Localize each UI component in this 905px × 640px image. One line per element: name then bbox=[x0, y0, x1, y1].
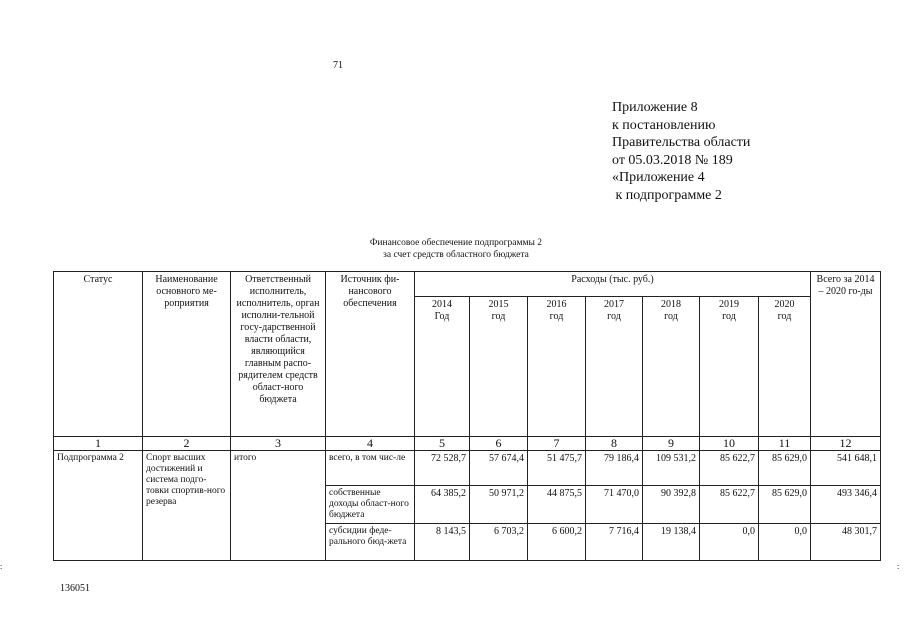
value-cell: 90 392,8 bbox=[643, 486, 700, 524]
table-title bbox=[300, 237, 612, 261]
value-cell: 44 875,5 bbox=[528, 486, 586, 524]
table-row bbox=[54, 451, 881, 486]
column-number: 10 bbox=[700, 437, 759, 451]
appendix-note bbox=[612, 99, 750, 204]
header-total: Всего за 2014 – 2020 го-ды bbox=[811, 272, 881, 437]
header-measure: Наименование основного ме-роприятия bbox=[143, 272, 231, 437]
header-year: 2014 Год bbox=[415, 297, 470, 437]
value-cell: 109 531,2 bbox=[643, 451, 700, 486]
column-number: 5 bbox=[415, 437, 470, 451]
value-cell: 6 600,2 bbox=[528, 524, 586, 561]
appendix-line: к подпрограмме 2 bbox=[612, 187, 722, 203]
value-cell: 85 622,7 bbox=[700, 486, 759, 524]
header-year: 2019 год bbox=[700, 297, 759, 437]
financing-table bbox=[53, 271, 881, 561]
value-cell: 71 470,0 bbox=[586, 486, 643, 524]
total-cell: 541 648,1 bbox=[811, 451, 881, 486]
value-cell: 51 475,7 bbox=[528, 451, 586, 486]
appendix-line: Приложение 8 bbox=[612, 100, 698, 115]
column-number: 3 bbox=[231, 437, 326, 451]
column-number: 1 bbox=[54, 437, 143, 451]
measure-cell: Спорт высших достижений и система подго-товки спортив-ного резерва bbox=[143, 451, 231, 561]
executor-cell: итого bbox=[231, 451, 326, 561]
table-title-line: Финансовое обеспечение подпрограммы 2 bbox=[369, 238, 543, 248]
header-year: 2016 год bbox=[528, 297, 586, 437]
scan-edge-mark: : bbox=[897, 562, 900, 571]
value-cell: 85 629,0 bbox=[759, 451, 811, 486]
value-cell: 85 629,0 bbox=[759, 486, 811, 524]
header-year: 2018 год bbox=[643, 297, 700, 437]
total-cell: 493 346,4 bbox=[811, 486, 881, 524]
value-cell: 7 716,4 bbox=[586, 524, 643, 561]
source-cell: собственные доходы област-ного бюджета bbox=[326, 486, 415, 524]
value-cell: 57 674,4 bbox=[470, 451, 528, 486]
table-title-line: за счет средств областного бюджета bbox=[383, 250, 529, 260]
column-number: 2 bbox=[143, 437, 231, 451]
source-cell: субсидии феде-рального бюд-жета bbox=[326, 524, 415, 561]
header-source: Источник фи-нансового обеспечения bbox=[326, 272, 415, 437]
column-number: 12 bbox=[811, 437, 881, 451]
value-cell: 0,0 bbox=[700, 524, 759, 561]
document-code: 136051 bbox=[60, 583, 90, 594]
header-status: Статус bbox=[54, 272, 143, 437]
source-cell: всего, в том чис-ле bbox=[326, 451, 415, 486]
column-number: 4 bbox=[326, 437, 415, 451]
column-numbers-row bbox=[54, 437, 881, 451]
header-row bbox=[54, 272, 881, 297]
column-number: 9 bbox=[643, 437, 700, 451]
value-cell: 19 138,4 bbox=[643, 524, 700, 561]
header-executor: Ответственный исполнитель, исполнитель, орган исполни-тельной госу-дарственной власти области, являющийся главным распо-рядителем средств област-ного бюджета bbox=[231, 272, 326, 437]
appendix-line: Правительства области bbox=[612, 135, 751, 150]
header-year: 2020 год bbox=[759, 297, 811, 437]
value-cell: 64 385,2 bbox=[415, 486, 470, 524]
total-cell: 48 301,7 bbox=[811, 524, 881, 561]
column-number: 8 bbox=[586, 437, 643, 451]
value-cell: 8 143,5 bbox=[415, 524, 470, 561]
page-number: 71 bbox=[333, 60, 343, 71]
value-cell: 50 971,2 bbox=[470, 486, 528, 524]
column-number: 6 bbox=[470, 437, 528, 451]
status-cell: Подпрограмма 2 bbox=[54, 451, 143, 561]
value-cell: 0,0 bbox=[759, 524, 811, 561]
scan-edge-mark: : bbox=[0, 562, 3, 571]
column-number: 7 bbox=[528, 437, 586, 451]
value-cell: 6 703,2 bbox=[470, 524, 528, 561]
header-expenses: Расходы (тыс. руб.) bbox=[415, 272, 811, 297]
value-cell: 85 622,7 bbox=[700, 451, 759, 486]
value-cell: 72 528,7 bbox=[415, 451, 470, 486]
column-number: 11 bbox=[759, 437, 811, 451]
appendix-line: к постановлению bbox=[612, 117, 716, 133]
header-year: 2017 год bbox=[586, 297, 643, 437]
header-year: 2015 год bbox=[470, 297, 528, 437]
appendix-line: «Приложение 4 bbox=[612, 170, 705, 185]
appendix-line: от 05.03.2018 № 189 bbox=[612, 152, 733, 168]
value-cell: 79 186,4 bbox=[586, 451, 643, 486]
